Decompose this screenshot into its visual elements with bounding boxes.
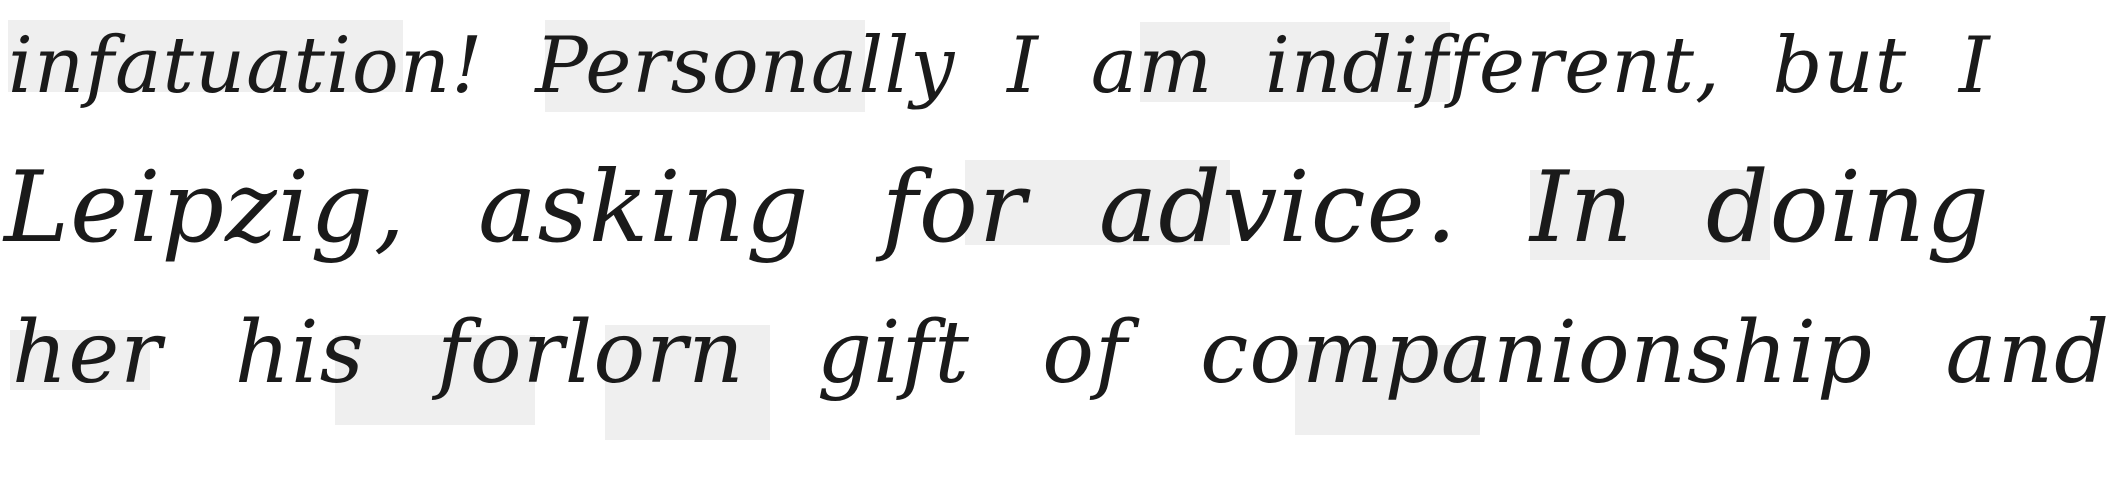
text-line-1: infatuation! Personally I am indifferent, but I — [8, 21, 1991, 111]
text-line-3: her his forlorn gift of companionship and — [12, 303, 2110, 403]
text-line-2: Leipzig, asking for advice. In doing — [4, 151, 1990, 265]
